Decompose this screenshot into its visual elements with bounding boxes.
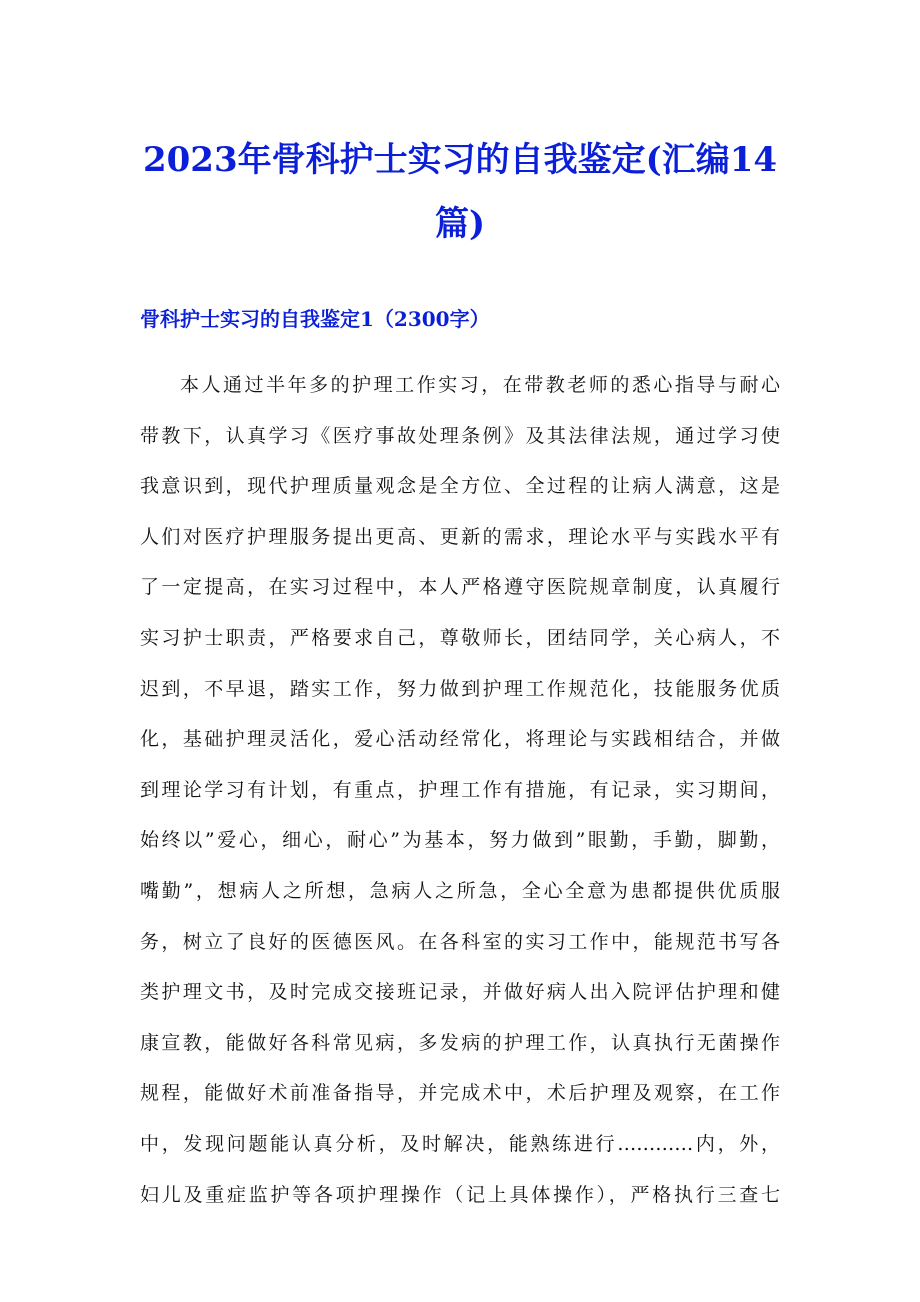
- body-line: 我意识到，现代护理质量观念是全方位、全过程的让病人满意，这是: [140, 475, 780, 498]
- body-line: 人们对医疗护理服务提出更高、更新的需求，理论水平与实践水平有: [140, 525, 780, 548]
- body-line: 了一定提高，在实习过程中，本人严格遵守医院规章制度，认真履行: [140, 576, 780, 599]
- body-line: 到理论学习有计划，有重点，护理工作有措施，有记录，实习期间，: [140, 778, 780, 801]
- body-line: 中，发现问题能认真分析，及时解决，能熟练进行…………内，外，: [140, 1132, 780, 1155]
- body-line: 嘴勤”，想病人之所想，急病人之所急，全心全意为患都提供优质服: [140, 879, 780, 902]
- body-line: 务，树立了良好的医德医风。在各科室的实习工作中，能规范书写各: [140, 930, 780, 953]
- body-line: 始终以”爱心，细心，耐心”为基本，努力做到”眼勤，手勤，脚勤，: [140, 829, 780, 852]
- body-line: 迟到，不早退，踏实工作，努力做到护理工作规范化，技能服务优质: [140, 677, 780, 700]
- body-line: 本人通过半年多的护理工作实习，在带教老师的悉心指导与耐心: [180, 374, 780, 396]
- body-line: 康宣教，能做好各科常见病，多发病的护理工作，认真执行无菌操作: [140, 1031, 780, 1054]
- body-line: 化，基础护理灵活化，爱心活动经常化，将理论与实践相结合，并做: [140, 728, 780, 751]
- body-line: 带教下，认真学习《医疗事故处理条例》及其法律法规，通过学习使: [140, 424, 780, 447]
- document-title: 2023年骨科护士实习的自我鉴定(汇编14篇): [142, 140, 778, 244]
- body-line: 妇儿及重症监护等各项护理操作（记上具体操作），严格执行三查七: [140, 1183, 780, 1206]
- body-line: 规程，能做好术前准备指导，并完成术中，术后护理及观察，在工作: [140, 1082, 780, 1105]
- body-line: 类护理文书，及时完成交接班记录，并做好病人出入院评估护理和健: [140, 981, 780, 1004]
- body-line: 实习护士职责，严格要求自己，尊敬师长，团结同学，关心病人，不: [140, 626, 780, 649]
- section-heading: 骨科护士实习的自我鉴定1（2300字）: [140, 307, 490, 331]
- body-paragraph: [140, 360, 780, 1220]
